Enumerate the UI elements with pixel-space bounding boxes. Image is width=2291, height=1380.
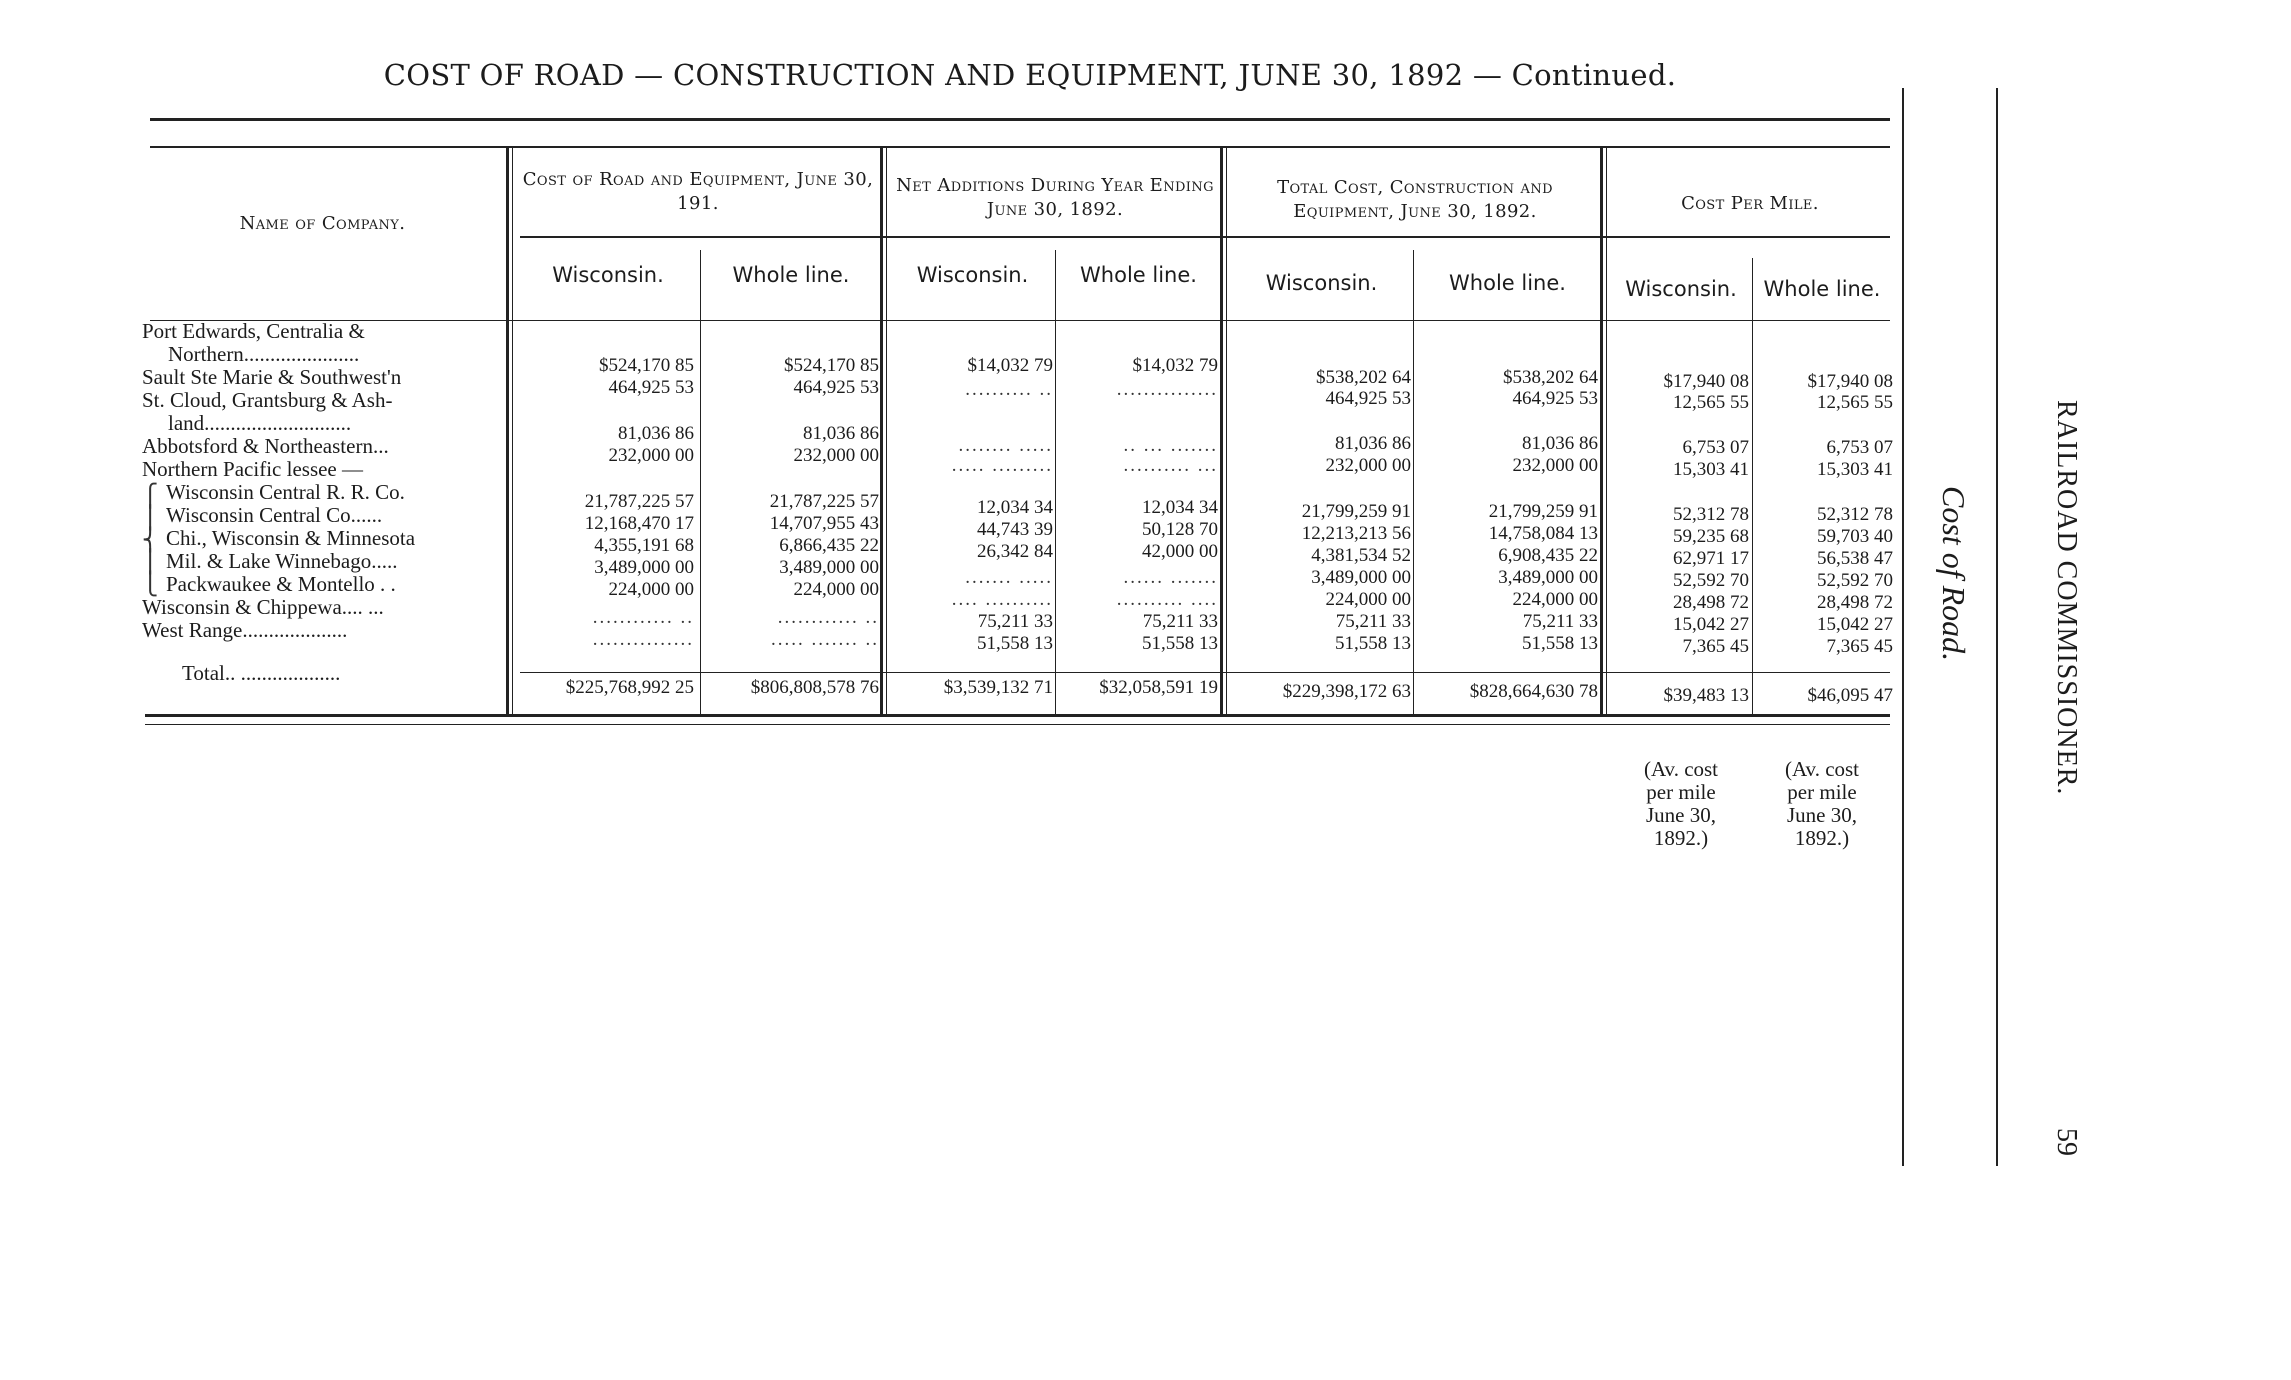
company-name: Northern Pacific lessee — [142,458,364,481]
total-cell: $828,664,630 78 [1469,681,1598,702]
total-cell: $229,398,172 63 [1282,681,1411,702]
company-name: St. Cloud, Grantsburg & Ash- [142,389,393,412]
note-line: (Av. cost [1643,757,1719,781]
total-cell: $39,483 13 [1663,685,1749,706]
cell: 6,866,435 22 [779,535,879,556]
cell: 51,558 13 [1335,633,1411,654]
group-header-total-cost: Total Cost, Construction and Equipment, June 30, 1892. [1277,177,1553,222]
company-name: Chi., Wisconsin & Minnesota [166,527,416,550]
cell: 15,042 27 [1817,614,1893,635]
cell: 7,365 45 [1826,636,1893,657]
cell: ............ .. [777,607,879,628]
cell: 4,355,191 68 [594,535,694,556]
cell: 56,538 47 [1817,548,1893,569]
cell: 42,000 00 [1142,541,1218,562]
cell: 7,365 45 [1682,636,1749,657]
name-of-company-header: Name of Company. [239,213,406,234]
cell: 464,925 53 [1512,388,1598,409]
cell: 59,235 68 [1673,526,1749,547]
top-rule [150,118,1890,121]
cell: 52,312 78 [1673,504,1749,525]
cell: .......... .... [1116,589,1218,610]
cell: 224,000 00 [1512,589,1598,610]
col-divider [1055,250,1056,714]
cell: 232,000 00 [793,445,879,466]
cell: 75,211 33 [977,611,1053,632]
company-name: Port Edwards, Centralia & [142,320,365,343]
col-divider [1413,250,1414,714]
cell: 81,036 86 [803,423,879,444]
cell: 26,342 84 [977,541,1053,562]
cell: 75,211 33 [1142,611,1218,632]
cell: 464,925 53 [1325,388,1411,409]
cell: $14,032 79 [1132,355,1218,376]
cell: 3,489,000 00 [594,557,694,578]
company-name: Wisconsin & Chippewa.... ... [142,596,384,619]
cell: ............ .. [592,607,694,628]
cell: 3,489,000 00 [779,557,879,578]
col-divider [1226,148,1227,714]
note-line: 1892.) [1653,826,1709,850]
section-title: Cost of Road. [1936,486,1972,662]
cell: .... .......... [951,589,1053,610]
page-number: 59 [2051,1128,2082,1156]
company-name: Wisconsin Central Co...... [166,504,383,527]
cell: 28,498 72 [1673,592,1749,613]
company-name: land............................ [168,412,352,435]
cell: 51,558 13 [1142,633,1218,654]
cell: ....... ..... [965,567,1053,588]
col-header-wisconsin: Wisconsin. [1625,277,1737,301]
cell: 14,758,084 13 [1488,523,1598,544]
cell: 75,211 33 [1335,611,1411,632]
company-name: Mil. & Lake Winnebago..... [166,550,398,573]
col-divider [700,250,701,714]
cell: ..... ....... .. [771,629,879,650]
col-divider [880,148,883,714]
col-header-whole-line: Whole line. [1763,277,1881,301]
cell: 51,558 13 [1522,633,1598,654]
col-header-wisconsin: Wisconsin. [1265,271,1378,295]
cell: 12,565 55 [1673,392,1749,413]
cell: 81,036 86 [1522,433,1598,454]
cell: 224,000 00 [608,579,694,600]
cell: 14,707,955 43 [769,513,879,534]
cell: 12,034 34 [977,497,1053,518]
company-name: West Range.................... [142,619,348,642]
cell: $524,170 85 [599,355,694,376]
col-header-whole-line: Whole line. [1080,263,1197,287]
margin-rule [1902,88,1904,1166]
total-rule [520,672,1890,673]
cell: 232,000 00 [1512,455,1598,476]
cell: $17,940 08 [1807,371,1893,392]
bottom-rule [145,714,1890,717]
cell: 62,971 17 [1673,548,1749,569]
cell: 50,128 70 [1142,519,1218,540]
cell: 81,036 86 [618,423,694,444]
cell: 224,000 00 [1325,589,1411,610]
cost-per-mile-note [1610,758,1752,850]
col-divider [1220,148,1223,714]
cell: ............... [592,629,694,650]
total-cell: $46,095 47 [1807,685,1893,706]
total-cell: $225,768,992 25 [565,677,694,698]
cell: .......... .. [965,379,1053,400]
cell: 3,489,000 00 [1498,567,1598,588]
cell: $538,202 64 [1316,367,1411,388]
cell: 15,303 41 [1673,459,1749,480]
note-line: June 30, [1787,803,1857,827]
cost-per-mile-note [1754,758,1890,850]
note-line: (Av. cost [1784,757,1860,781]
total-cell: $3,539,132 71 [943,677,1053,698]
cell: 232,000 00 [1325,455,1411,476]
total-label: Total.. ................... [182,662,341,685]
cell: 12,213,213 56 [1301,523,1411,544]
page-title: COST OF ROAD — CONSTRUCTION AND EQUIPMENT, JUNE 30, 1892 — Continued. [383,58,1677,92]
cell: 52,592 70 [1817,570,1893,591]
cell: 15,042 27 [1673,614,1749,635]
cell: 44,743 39 [977,519,1053,540]
cell: ............... [1116,379,1218,400]
header-rule [520,236,1890,238]
group-header-cost-per-mile: Cost Per Mile. [1681,193,1819,214]
cell: 4,381,534 52 [1311,545,1411,566]
top-rule-thin [150,146,1890,148]
col-header-wisconsin: Wisconsin. [552,263,664,287]
cell: 224,000 00 [793,579,879,600]
cell: ...... ....... [1123,567,1218,588]
note-line: June 30, [1646,803,1716,827]
cell: ..... ......... [951,455,1053,476]
col-divider [1606,148,1607,714]
cell: 59,703 40 [1817,526,1893,547]
col-divider [1752,258,1753,714]
margin-rule [1996,88,1998,1166]
note-line: per mile [1646,780,1716,804]
group-header-cost-of-road: Cost of Road and Equipment, June 30, 191. [522,169,874,214]
col-header-wisconsin: Wisconsin. [916,263,1029,287]
cell: 464,925 53 [608,377,694,398]
note-line: 1892.) [1794,826,1850,850]
cell: 51,558 13 [977,633,1053,654]
cell: 75,211 33 [1522,611,1598,632]
cell: 52,592 70 [1673,570,1749,591]
cell: 6,908,435 22 [1498,545,1598,566]
col-header-whole-line: Whole line. [732,263,850,287]
cell: 12,565 55 [1817,392,1893,413]
total-cell: $806,808,578 76 [750,677,879,698]
company-name: Northern...................... [168,343,360,366]
cell: 12,034 34 [1142,497,1218,518]
cell: .. ... ....... [1123,435,1218,456]
bottom-rule-thin [145,724,1890,725]
cell: 21,799,259 91 [1488,501,1598,522]
cell: 6,753 07 [1826,437,1893,458]
cell: 21,787,225 57 [769,491,879,512]
cell: 3,489,000 00 [1311,567,1411,588]
cell: .......... ... [1123,455,1218,476]
company-name: Abbotsford & Northeastern... [142,435,389,458]
col-divider [1600,148,1603,714]
note-line: per mile [1787,780,1857,804]
cell: 28,498 72 [1817,592,1893,613]
group-header-net-additions: Net Additions During Year Ending June 30, 1892. [896,175,1214,220]
brace-icon: ⎧ ⎪ ⎨ ⎪ ⎩ [142,484,159,597]
cell: 81,036 86 [1335,433,1411,454]
cell: 21,799,259 91 [1301,501,1411,522]
total-cell: $32,058,591 19 [1099,677,1218,698]
col-divider [886,148,887,714]
col-header-whole-line: Whole line. [1449,271,1566,295]
cell: 52,312 78 [1817,504,1893,525]
cell: 232,000 00 [608,445,694,466]
cell: 21,787,225 57 [584,491,694,512]
cell: 15,303 41 [1817,459,1893,480]
cell: 6,753 07 [1682,437,1749,458]
cell: $14,032 79 [967,355,1053,376]
running-head: RAILROAD COMMISSIONER. [2051,400,2082,796]
cell: $538,202 64 [1503,367,1598,388]
company-name: Packwaukee & Montello . . [166,573,396,596]
company-name: Sault Ste Marie & Southwest'n [142,366,402,389]
cell: $524,170 85 [784,355,879,376]
cell: 464,925 53 [793,377,879,398]
cell: $17,940 08 [1663,371,1749,392]
cell: ........ ..... [958,435,1053,456]
company-name: Wisconsin Central R. R. Co. [166,481,405,504]
cell: 12,168,470 17 [584,513,694,534]
